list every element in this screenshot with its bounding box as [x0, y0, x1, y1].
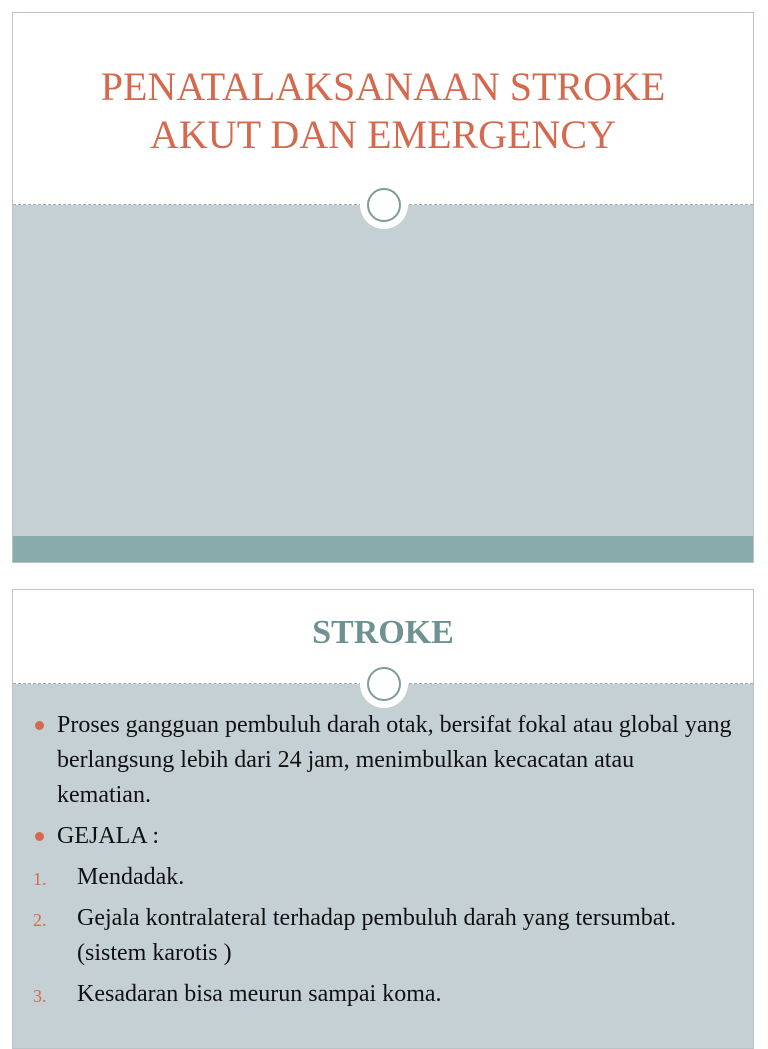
numbered-item — [13, 977, 753, 1012]
title-line-2: AKUT DAN EMERGENCY — [150, 112, 616, 157]
bullet-item — [13, 819, 753, 854]
title-slide-body — [13, 205, 753, 562]
bullet-dot-icon — [35, 721, 44, 730]
item-number: 1. — [33, 869, 47, 889]
bullet-text: GEJALA : — [57, 823, 159, 849]
footer-band — [13, 536, 753, 562]
slide-title: STROKE — [312, 614, 454, 651]
numbered-item — [13, 901, 753, 971]
item-number: 2. — [33, 910, 47, 930]
item-number: 3. — [33, 986, 47, 1006]
title-slide — [12, 12, 754, 563]
slide-content — [13, 708, 753, 1018]
presentation-title — [101, 59, 666, 159]
circle-ornament-icon — [360, 181, 408, 229]
bullet-dot-icon — [35, 832, 44, 841]
title-line-1: PENATALAKSANAAN STROKE — [100, 64, 666, 109]
content-slide — [12, 589, 754, 1049]
bullet-text: Proses gangguan pembuluh darah otak, bersifat fokal atau global yang berlangsung lebih dari 24 jam, menimbulkan kecacatan atau kematian. — [57, 712, 732, 808]
item-text: Kesadaran bisa meurun sampai koma. — [77, 981, 442, 1007]
bullet-item — [13, 708, 753, 813]
circle-ornament-icon — [360, 660, 408, 708]
numbered-item — [13, 860, 753, 895]
item-text: Mendadak. — [77, 864, 185, 890]
title-slide-header — [13, 13, 753, 205]
item-text: Gejala kontralateral terhadap pembuluh darah yang tersumbat. (sistem karotis ) — [77, 905, 677, 966]
